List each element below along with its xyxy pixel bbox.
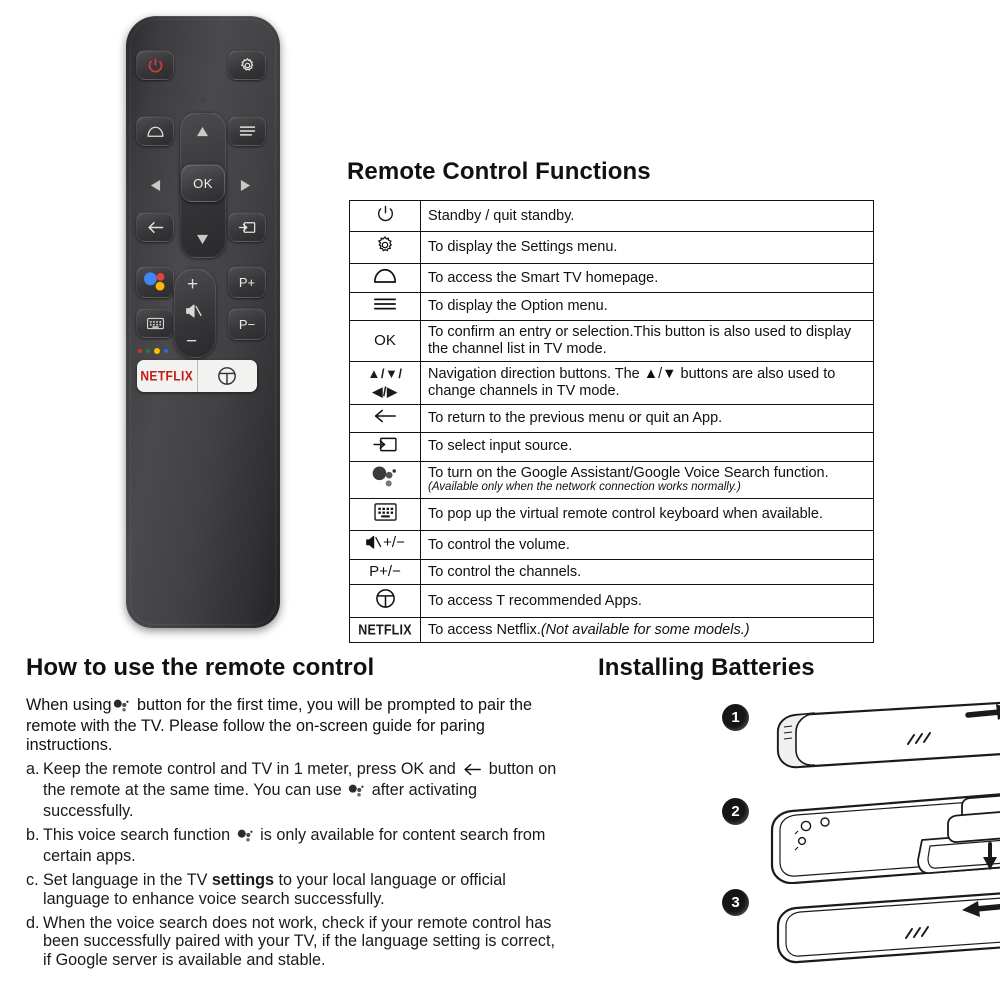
functions-section-title: Remote Control Functions bbox=[347, 158, 651, 185]
row-icon-volume bbox=[350, 531, 421, 560]
remote-color-indicator-dots bbox=[138, 348, 168, 354]
howto-c-bold: settings bbox=[211, 870, 274, 889]
row-desc-sub: (Available only when the network connection works normally.) bbox=[428, 481, 741, 494]
remote-ok-button[interactable] bbox=[181, 164, 225, 202]
howto-b-part1: This voice search function bbox=[43, 825, 231, 844]
howto-c-part1: Set language in the TV bbox=[43, 870, 208, 889]
keyboard-icon bbox=[373, 502, 398, 522]
howto-item-label: a. bbox=[26, 759, 40, 778]
battery-step-1-illustration bbox=[762, 694, 1000, 780]
howto-a-part2: button on the remote at the same time. You can use bbox=[43, 759, 557, 799]
table-row bbox=[350, 499, 874, 531]
row-icon-menu bbox=[350, 293, 421, 321]
remote-control-image bbox=[118, 8, 288, 633]
row-desc: Standby / quit standby. bbox=[421, 201, 874, 232]
t-recommended-icon bbox=[217, 366, 237, 386]
howto-c-part2: to your local language or official language to enhance voice search successfully. bbox=[43, 870, 506, 908]
remote-netflix-button[interactable] bbox=[137, 360, 197, 392]
row-desc-main: To turn on the Google Assistant/Google Voice Search function. bbox=[428, 464, 829, 481]
row-desc bbox=[421, 461, 874, 498]
volume-plus-minus-label: +/− bbox=[383, 534, 405, 551]
remote-channel-down-button[interactable] bbox=[228, 308, 266, 340]
row-icon-assistant bbox=[350, 461, 421, 498]
remote-settings-button[interactable] bbox=[228, 50, 266, 80]
row-desc: To access the Smart TV homepage. bbox=[421, 264, 874, 293]
remote-home-button[interactable] bbox=[136, 116, 174, 146]
row-desc bbox=[421, 618, 874, 643]
table-row bbox=[350, 531, 874, 560]
remote-channel-down-label: P− bbox=[238, 316, 256, 332]
howto-item-label: b. bbox=[26, 825, 40, 844]
power-icon bbox=[376, 204, 395, 223]
row-desc-plain: To access Netflix. bbox=[428, 621, 541, 638]
remote-ir-led bbox=[201, 98, 205, 102]
channel-plus-minus-label: P+/− bbox=[369, 563, 401, 580]
howto-a-part1: Keep the remote control and TV in 1 meter, press OK and bbox=[43, 759, 456, 778]
remote-channel-up-label: P+ bbox=[238, 274, 256, 290]
nav-arrows-icon: ▲/▼/ ◀/▶ bbox=[367, 365, 403, 399]
battery-step-2-illustration bbox=[762, 788, 1000, 884]
battery-installation-diagram bbox=[598, 688, 998, 978]
battery-step-3-illustration bbox=[762, 884, 1000, 972]
remote-down-button[interactable] bbox=[196, 232, 209, 250]
batteries-section-title: Installing Batteries bbox=[598, 654, 815, 681]
hamburger-icon bbox=[373, 296, 397, 312]
remote-ok-label: OK bbox=[193, 175, 213, 191]
back-arrow-icon bbox=[372, 408, 398, 424]
howto-item-label: d. bbox=[26, 913, 40, 932]
howto-item-text bbox=[43, 826, 562, 866]
row-desc: To pop up the virtual remote control keyboard when available. bbox=[421, 499, 874, 531]
row-icon-channel bbox=[350, 560, 421, 585]
back-arrow-icon bbox=[462, 762, 482, 781]
table-row bbox=[350, 293, 874, 321]
table-row bbox=[350, 560, 874, 585]
row-icon-netflix bbox=[350, 618, 421, 643]
row-icon-t-recommended bbox=[350, 585, 421, 618]
remote-menu-button[interactable] bbox=[228, 116, 266, 146]
remote-shortcut-pad bbox=[137, 360, 257, 392]
volume-icon bbox=[365, 534, 405, 551]
row-desc: To control the channels. bbox=[421, 560, 874, 585]
table-row bbox=[350, 361, 874, 404]
remote-source-button[interactable] bbox=[228, 212, 266, 242]
howto-section-title: How to use the remote control bbox=[26, 654, 375, 681]
row-desc: To display the Option menu. bbox=[421, 293, 874, 321]
row-icon-keyboard bbox=[350, 499, 421, 531]
remote-netflix-label: NETFLIX bbox=[140, 367, 194, 385]
row-desc: Navigation direction buttons. The ▲/▼ buttons are also used to change channels in TV mode. bbox=[421, 361, 874, 404]
row-desc: To control the volume. bbox=[421, 531, 874, 560]
list-item bbox=[26, 871, 562, 909]
table-row bbox=[350, 432, 874, 461]
google-assistant-icon bbox=[113, 698, 130, 717]
remote-body bbox=[126, 16, 280, 628]
howto-item-text: When the voice search does not work, check if your remote control has been successfully paired with your TV, if the language setting is correct, if Google server is available and stable. bbox=[43, 913, 555, 970]
table-row bbox=[350, 618, 874, 643]
google-assistant-icon bbox=[370, 465, 400, 489]
list-item bbox=[26, 914, 562, 971]
howto-item-label: c. bbox=[26, 870, 39, 889]
row-desc: To confirm an entry or selection.This button is also used to display the channel list in TV mode. bbox=[421, 321, 874, 362]
row-icon-power bbox=[350, 201, 421, 232]
howto-item-text bbox=[43, 760, 562, 821]
t-recommended-icon bbox=[375, 588, 396, 609]
row-icon-back bbox=[350, 404, 421, 432]
row-desc-italic: (Not available for some models.) bbox=[540, 621, 750, 638]
howto-b-part2: is only available for content search from certain apps. bbox=[43, 825, 546, 865]
howto-a-part3: after activating successfully. bbox=[43, 780, 478, 820]
table-row bbox=[350, 264, 874, 293]
remote-google-assistant-button[interactable] bbox=[136, 266, 174, 298]
howto-item-text bbox=[43, 871, 562, 909]
row-desc: To select input source. bbox=[421, 432, 874, 461]
row-icon-settings bbox=[350, 232, 421, 264]
row-desc: To return to the previous menu or quit an App. bbox=[421, 404, 874, 432]
table-row bbox=[350, 232, 874, 264]
howto-content bbox=[26, 696, 562, 970]
remote-volume-up[interactable]: + bbox=[187, 274, 199, 295]
battery-step-3-number: 3 bbox=[722, 889, 749, 916]
row-icon-home bbox=[350, 264, 421, 293]
gear-icon bbox=[375, 235, 395, 255]
row-icon-ok bbox=[350, 321, 421, 362]
row-desc: To access T recommended Apps. bbox=[421, 585, 874, 618]
remote-tcl-apps-button[interactable] bbox=[198, 360, 258, 392]
remote-mute-icon[interactable] bbox=[184, 303, 202, 324]
table-row bbox=[350, 404, 874, 432]
google-assistant-icon bbox=[348, 783, 365, 802]
battery-step-2-number: 2 bbox=[722, 798, 749, 825]
remote-keyboard-button[interactable] bbox=[136, 308, 174, 338]
row-icon-source bbox=[350, 432, 421, 461]
table-row bbox=[350, 321, 874, 362]
remote-power-button[interactable] bbox=[136, 50, 174, 80]
google-assistant-icon bbox=[143, 271, 167, 293]
row-desc: To display the Settings menu. bbox=[421, 232, 874, 264]
remote-functions-table bbox=[349, 200, 874, 643]
google-assistant-icon bbox=[237, 828, 254, 847]
table-row bbox=[350, 585, 874, 618]
table-row bbox=[350, 201, 874, 232]
battery-step-1-number: 1 bbox=[722, 704, 749, 731]
list-item bbox=[26, 826, 562, 866]
netflix-text-icon: NETFLIX bbox=[358, 621, 412, 639]
input-source-icon bbox=[372, 436, 399, 453]
remote-back-button[interactable] bbox=[136, 212, 174, 242]
howto-intro-part1: When using bbox=[26, 696, 112, 714]
howto-intro-part2: button for the first time, you will be prompted to pair the remote with the TV. Please follow the on-screen guide for paring instructions. bbox=[26, 696, 532, 754]
remote-channel-up-button[interactable] bbox=[228, 266, 266, 298]
remote-up-button[interactable] bbox=[196, 124, 209, 142]
remote-left-button[interactable] bbox=[150, 179, 161, 197]
row-icon-navigation bbox=[350, 361, 421, 404]
howto-intro bbox=[26, 696, 562, 755]
table-row bbox=[350, 461, 874, 498]
ok-text-icon: OK bbox=[374, 331, 396, 349]
remote-volume-down[interactable]: − bbox=[186, 331, 198, 352]
list-item bbox=[26, 760, 562, 821]
home-icon bbox=[372, 267, 398, 284]
remote-right-button[interactable] bbox=[240, 179, 251, 197]
